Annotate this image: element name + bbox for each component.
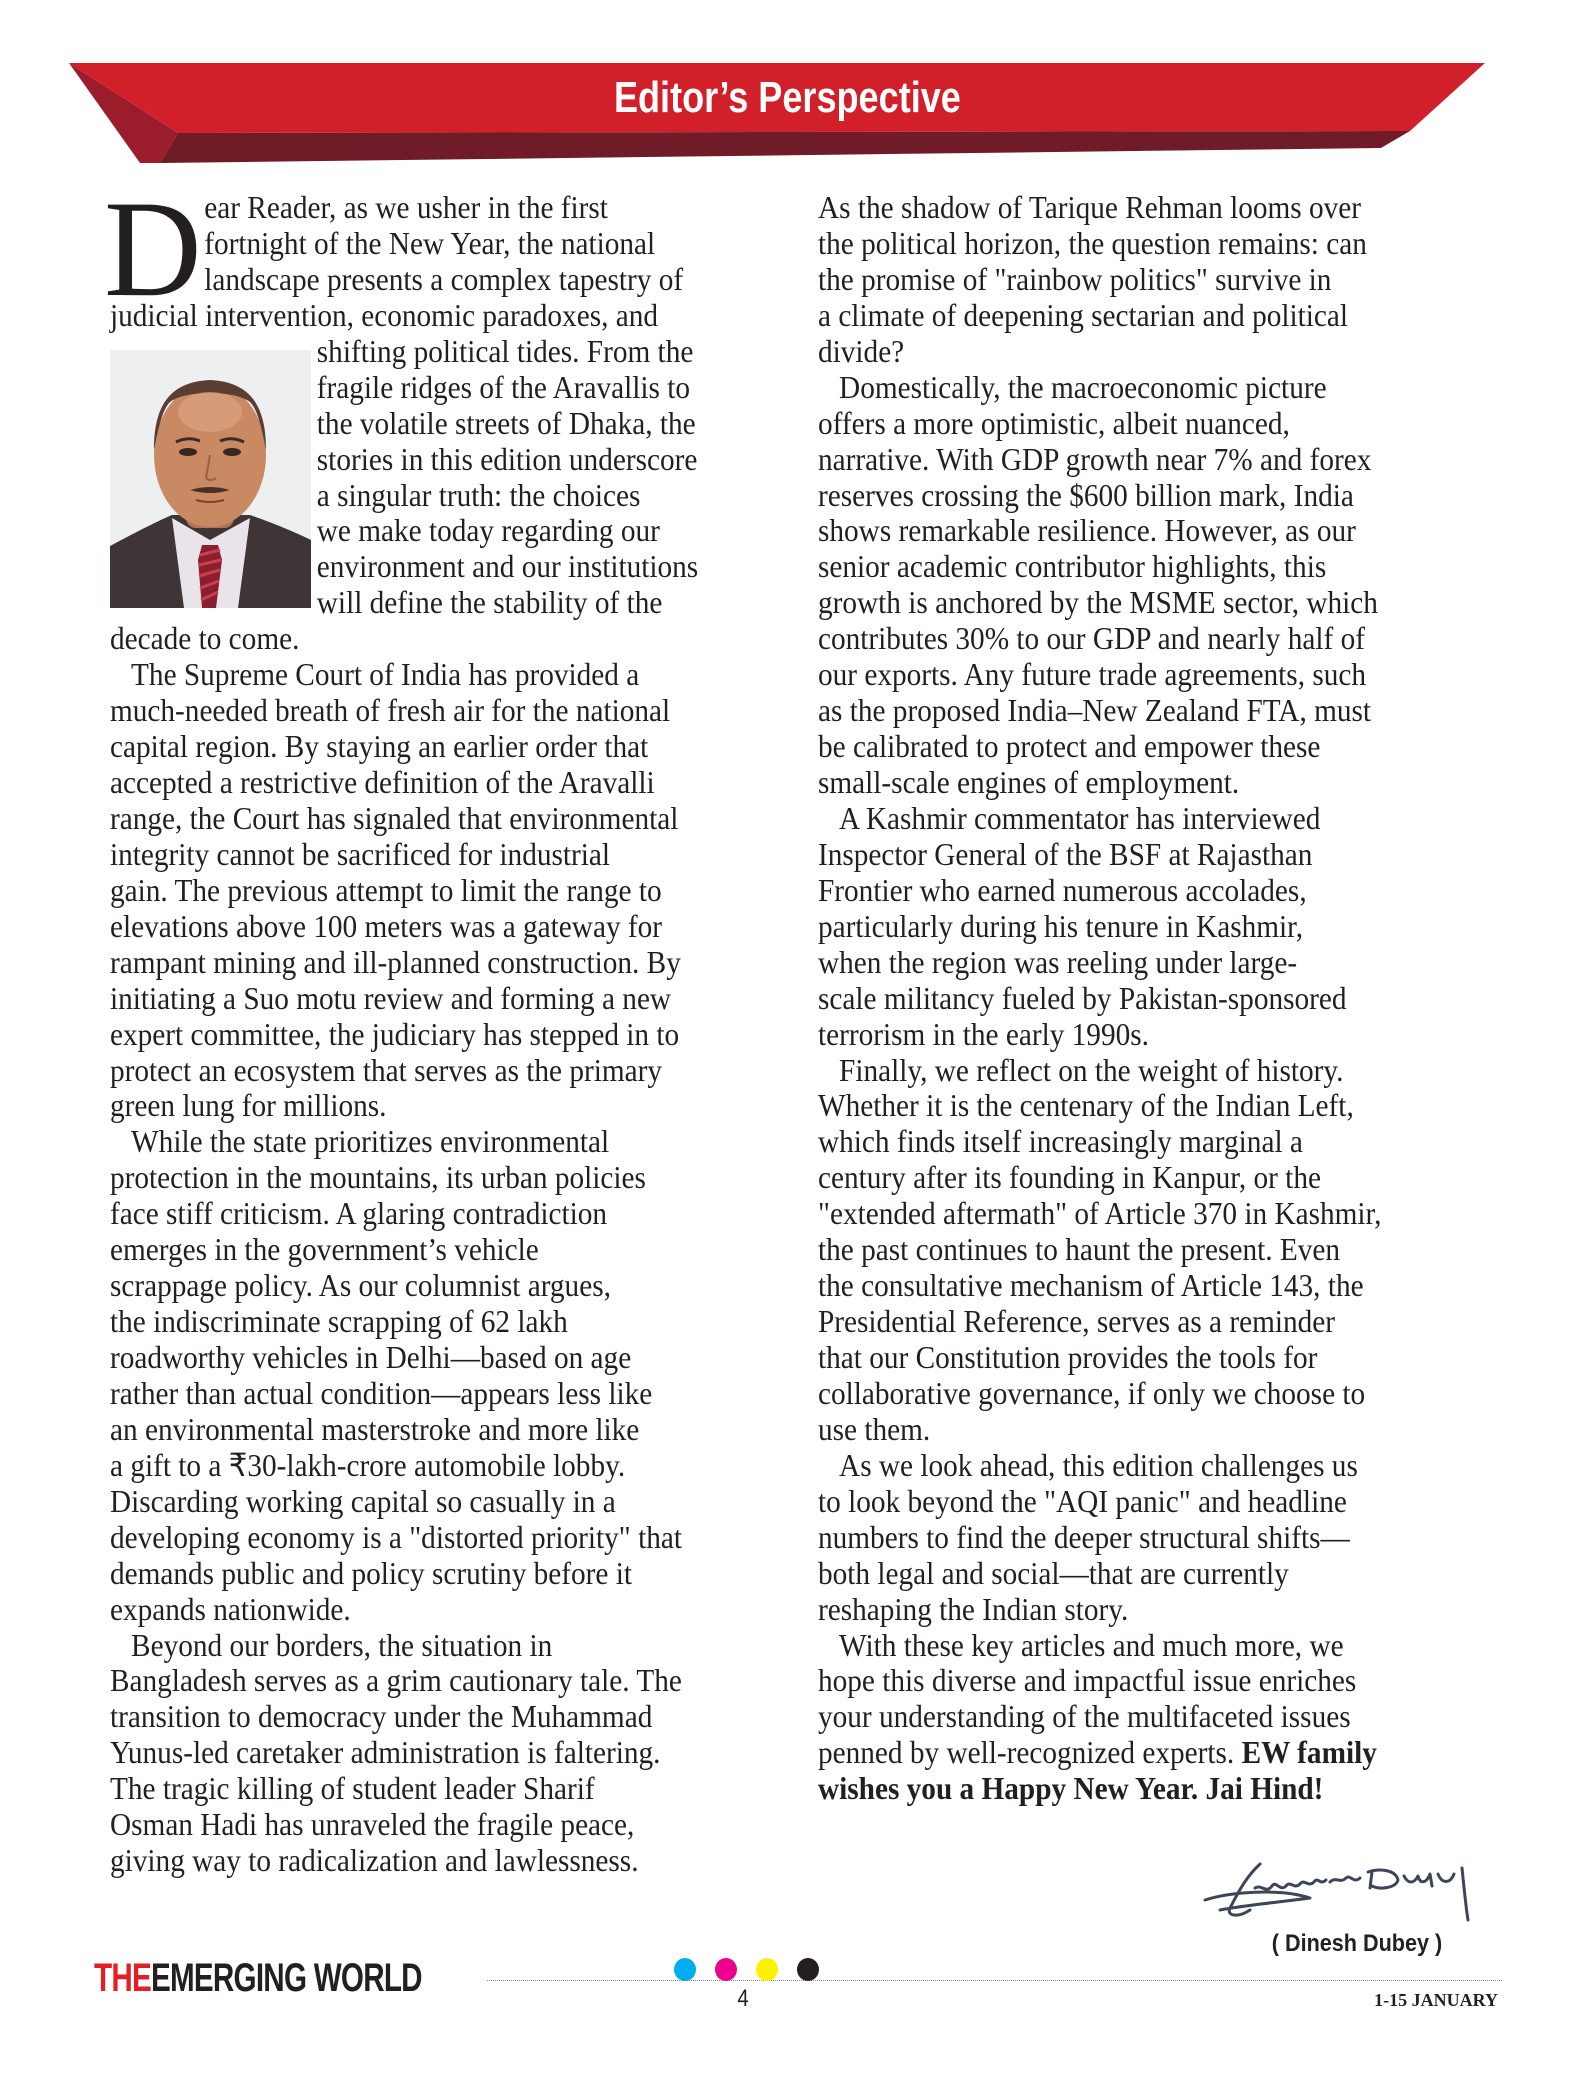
text-line — [818, 406, 1433, 442]
text-line — [110, 693, 729, 729]
text-line — [818, 1735, 1433, 1771]
logo-prefix: THE — [94, 1956, 151, 2000]
registration-dot-yellow — [756, 1958, 778, 1981]
line-text-bold: EW family — [1241, 1734, 1377, 1771]
text-line — [110, 442, 729, 478]
text-line — [818, 1771, 1433, 1807]
line-text: Inspector General of the BSF at Rajasthan — [818, 835, 1313, 872]
text-line — [110, 1628, 729, 1664]
line-text: penned by well-recognized experts. — [818, 1734, 1242, 1771]
text-line — [110, 1807, 729, 1843]
text-line — [818, 262, 1433, 298]
line-text: will define the stability of the — [316, 584, 663, 621]
text-line — [110, 801, 729, 837]
text-line — [110, 190, 729, 226]
line-text: wishes you a Happy New Year. Jai Hind! — [818, 1770, 1324, 1807]
text-line — [110, 549, 729, 585]
line-text: emerges in the government’s vehicle — [110, 1231, 539, 1268]
line-text: elevations above 100 meters was a gateway for — [110, 907, 663, 944]
signature-icon — [1200, 1858, 1490, 1928]
text-line — [818, 909, 1433, 945]
line-text: numbers to find the deeper structural shifts— — [818, 1518, 1350, 1555]
text-line — [818, 1592, 1433, 1628]
line-text: demands public and policy scrutiny before it — [110, 1554, 633, 1591]
line-text: Yunus-led caretaker administration is faltering. — [110, 1734, 661, 1771]
line-text: While the state prioritizes environmental — [131, 1123, 610, 1160]
line-text: hope this diverse and impactful issue enriches — [818, 1662, 1357, 1699]
line-text: decade to come. — [110, 620, 300, 657]
registration-dot-magenta — [715, 1958, 737, 1981]
text-line — [110, 1017, 729, 1053]
text-line — [110, 370, 729, 406]
text-line — [110, 1771, 729, 1807]
issue-date: 1-15 JANUARY — [1374, 1990, 1498, 2010]
text-line — [110, 226, 729, 262]
text-line — [818, 1340, 1433, 1376]
line-text: protection in the mountains, its urban policies — [110, 1159, 646, 1196]
line-text: scale militancy fueled by Pakistan-sponsored — [818, 979, 1347, 1016]
line-text: initiating a Suo motu review and forming a new — [110, 979, 672, 1016]
line-text: roadworthy vehicles in Delhi—based on age — [110, 1339, 632, 1375]
text-line — [818, 837, 1433, 873]
page-number: 4 — [737, 1985, 749, 2012]
line-text: shows remarkable resilience. However, as our — [818, 512, 1356, 549]
line-text: divide? — [818, 332, 905, 369]
line-text: Beyond our borders, the situation in — [131, 1626, 553, 1663]
text-line — [110, 1412, 729, 1448]
text-line — [818, 334, 1433, 370]
registration-dot-black — [797, 1958, 819, 1981]
text-line — [818, 945, 1433, 981]
page-title: Editor’s Perspective — [613, 73, 961, 122]
line-text: shifting political tides. From the — [316, 332, 694, 369]
text-line — [110, 1160, 729, 1196]
line-text: collaborative governance, if only we choose to — [818, 1374, 1366, 1411]
text-line — [818, 442, 1433, 478]
line-text: senior academic contributor highlights, this — [818, 548, 1327, 585]
line-text: that our Constitution provides the tools for — [818, 1339, 1318, 1375]
line-text: your understanding of the multifaceted issues — [818, 1698, 1351, 1735]
line-text: our exports. Any future trade agreements, such — [818, 656, 1367, 693]
line-text: judicial intervention, economic paradoxes, and — [110, 296, 658, 333]
text-line — [110, 1663, 729, 1699]
line-text: expands nationwide. — [110, 1590, 351, 1627]
text-line — [110, 1592, 729, 1628]
line-text: much-needed breath of fresh air for the national — [110, 692, 671, 729]
line-text: fortnight of the New Year, the national — [204, 224, 656, 261]
line-text: Frontier who earned numerous accolades, — [818, 871, 1307, 908]
text-line — [818, 1196, 1433, 1232]
text-line — [818, 478, 1433, 514]
text-line — [110, 513, 729, 549]
text-line — [110, 1484, 729, 1520]
line-text: The tragic killing of student leader Sharif — [110, 1770, 595, 1807]
line-text: Bangladesh serves as a grim cautionary tale. The — [110, 1662, 682, 1699]
text-line — [110, 1699, 729, 1735]
line-text: "extended aftermath" of Article 370 in Kashmir, — [818, 1195, 1382, 1232]
text-line — [818, 1556, 1433, 1592]
line-text: accepted a restrictive definition of the Aravalli — [110, 764, 655, 800]
text-line — [818, 1160, 1433, 1196]
text-line — [818, 513, 1433, 549]
line-text: As the shadow of Tarique Rehman looms over — [818, 189, 1362, 225]
text-line — [818, 765, 1433, 801]
line-text: Discarding working capital so casually in a — [110, 1482, 616, 1519]
text-line — [110, 657, 729, 693]
text-line — [110, 406, 729, 442]
text-line — [818, 981, 1433, 1017]
text-line — [818, 1663, 1433, 1699]
line-text: fragile ridges of the Aravallis to — [316, 368, 690, 405]
line-text: landscape presents a complex tapestry of — [204, 260, 684, 297]
text-line — [818, 549, 1433, 585]
line-text: the consultative mechanism of Article 143, the — [818, 1267, 1364, 1304]
line-text: reserves crossing the $600 billion mark, India — [818, 476, 1354, 513]
text-line — [818, 1088, 1433, 1124]
line-text: rampant mining and ill-planned construction. By — [110, 943, 681, 980]
logo-name: EMERGING WORLD — [150, 1956, 422, 2000]
line-text: narrative. With GDP growth near 7% and forex — [818, 440, 1372, 477]
line-text: With these key articles and much more, we — [839, 1626, 1344, 1663]
line-text: terrorism in the early 1990s. — [818, 1015, 1149, 1052]
line-text: Domestically, the macroeconomic picture — [839, 368, 1327, 405]
text-line — [818, 693, 1433, 729]
line-text: expert committee, the judiciary has stepped in to — [110, 1015, 680, 1052]
line-text: environment and our institutions — [316, 548, 699, 585]
text-line — [110, 1196, 729, 1232]
text-line — [818, 298, 1433, 334]
text-line — [110, 1556, 729, 1592]
line-text: both legal and social—that are currently — [818, 1554, 1289, 1591]
text-line — [110, 1232, 729, 1268]
text-line — [110, 1124, 729, 1160]
article-column-right — [818, 190, 1490, 1807]
line-text: Whether it is the centenary of the Indian Left, — [818, 1087, 1354, 1124]
text-line — [818, 190, 1433, 226]
line-text: gain. The previous attempt to limit the range to — [110, 871, 662, 908]
text-line — [818, 1124, 1433, 1160]
line-text: face stiff criticism. A glaring contradiction — [110, 1195, 608, 1232]
text-line — [110, 334, 729, 370]
line-text: be calibrated to protect and empower these — [818, 728, 1321, 765]
line-text: Presidential Reference, serves as a reminder — [818, 1303, 1336, 1340]
text-line — [110, 729, 729, 765]
footer-divider — [487, 1980, 1502, 1981]
text-line — [110, 1735, 729, 1771]
registration-dot-cyan — [674, 1958, 696, 1981]
line-text: offers a more optimistic, albeit nuanced, — [818, 404, 1290, 441]
line-text: A Kashmir commentator has interviewed — [839, 799, 1321, 836]
line-text: reshaping the Indian story. — [818, 1590, 1129, 1627]
line-text: use them. — [818, 1410, 931, 1447]
article-column-left — [110, 190, 786, 1879]
text-line — [110, 1053, 729, 1089]
text-line — [818, 1628, 1433, 1664]
text-line — [110, 262, 729, 298]
line-text: the promise of "rainbow politics" survive in — [818, 260, 1332, 297]
text-line — [110, 1520, 729, 1556]
line-text: capital region. By staying an earlier order that — [110, 728, 649, 765]
text-line — [110, 1268, 729, 1304]
text-line — [818, 1304, 1433, 1340]
line-text: particularly during his tenure in Kashmir, — [818, 907, 1304, 944]
line-text: scrappage policy. As our columnist argues, — [110, 1267, 611, 1304]
line-text: The Supreme Court of India has provided a — [131, 656, 640, 693]
text-line — [110, 765, 729, 801]
text-line — [818, 621, 1433, 657]
text-line — [110, 1340, 729, 1376]
line-text: giving way to radicalization and lawlessness. — [110, 1842, 639, 1879]
line-text: contributes 30% to our GDP and nearly half of — [818, 620, 1365, 657]
text-line — [818, 1268, 1433, 1304]
line-text: small-scale engines of employment. — [818, 764, 1240, 800]
line-text: range, the Court has signaled that environmental — [110, 799, 679, 836]
text-line — [818, 1699, 1433, 1735]
text-line — [110, 873, 729, 909]
text-line — [110, 621, 729, 657]
text-line — [818, 729, 1433, 765]
line-text: century after its founding in Kanpur, or the — [818, 1159, 1321, 1196]
text-line — [818, 1376, 1433, 1412]
line-text: integrity cannot be sacrificed for industrial — [110, 835, 611, 872]
text-line — [818, 370, 1433, 406]
text-line — [818, 226, 1433, 262]
line-text: the indiscriminate scrapping of 62 lakh — [110, 1303, 568, 1340]
text-line — [818, 801, 1433, 837]
publication-logo — [94, 1958, 422, 1998]
text-line — [818, 1412, 1433, 1448]
line-text: an environmental masterstroke and more like — [110, 1410, 640, 1447]
text-line — [110, 585, 729, 621]
text-line — [818, 1053, 1433, 1089]
text-line — [110, 837, 729, 873]
line-text: As we look ahead, this edition challenges us — [839, 1446, 1358, 1483]
text-line — [110, 1843, 729, 1879]
text-line — [818, 1520, 1433, 1556]
line-text: a climate of deepening sectarian and political — [818, 296, 1349, 333]
text-line — [818, 585, 1433, 621]
line-text: we make today regarding our — [316, 512, 660, 549]
drop-cap: D — [104, 172, 202, 325]
line-text: as the proposed India–New Zealand FTA, must — [818, 692, 1372, 729]
banner-bottom-face — [160, 131, 1410, 163]
line-text: stories in this edition underscore — [316, 440, 698, 477]
line-text: green lung for millions. — [110, 1087, 387, 1124]
line-text: to look beyond the "AQI panic" and headline — [818, 1482, 1347, 1519]
line-text: the past continues to haunt the present. Even — [818, 1231, 1341, 1268]
line-text: a gift to a ₹30-lakh-crore automobile lobby. — [110, 1446, 626, 1483]
text-line — [818, 1232, 1433, 1268]
line-text: protect an ecosystem that serves as the primary — [110, 1051, 663, 1088]
text-line — [110, 1304, 729, 1340]
text-line — [110, 909, 729, 945]
text-line — [818, 657, 1433, 693]
line-text: Osman Hadi has unraveled the fragile peace, — [110, 1806, 635, 1843]
text-line — [818, 873, 1433, 909]
line-text: growth is anchored by the MSME sector, which — [818, 584, 1378, 621]
text-line — [110, 1376, 729, 1412]
line-text: which finds itself increasingly marginal a — [818, 1123, 1303, 1160]
line-text: when the region was reeling under large- — [818, 943, 1298, 980]
line-text: developing economy is a "distorted priority" that — [110, 1518, 682, 1555]
line-text: a singular truth: the choices — [316, 476, 641, 513]
line-text: Finally, we reflect on the weight of history. — [839, 1051, 1344, 1088]
line-text: the volatile streets of Dhaka, the — [316, 404, 696, 441]
text-line — [110, 1088, 729, 1124]
line-text: transition to democracy under the Muhammad — [110, 1698, 653, 1735]
text-line — [110, 478, 729, 514]
text-line — [818, 1448, 1433, 1484]
text-line — [818, 1484, 1433, 1520]
text-line — [818, 1017, 1433, 1053]
text-line — [110, 981, 729, 1017]
text-line — [110, 1448, 729, 1484]
line-text: rather than actual condition—appears less like — [110, 1374, 653, 1411]
text-line — [110, 298, 729, 334]
line-text: ear Reader, as we usher in the first — [204, 189, 608, 225]
editor-name: ( Dinesh Dubey ) — [1271, 1930, 1443, 1957]
line-text: the political horizon, the question remains: can — [818, 224, 1367, 261]
text-line — [110, 945, 729, 981]
